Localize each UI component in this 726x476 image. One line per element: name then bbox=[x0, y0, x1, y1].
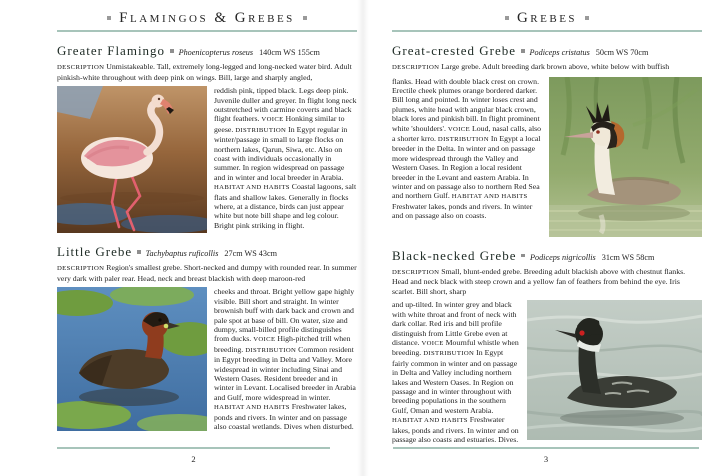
species-heading bbox=[392, 43, 702, 59]
scientific-name: Phoenicopterus roseus bbox=[178, 48, 254, 57]
square-bullet-icon bbox=[137, 250, 141, 254]
entry-great-crested-grebe bbox=[392, 43, 702, 237]
great-crested-grebe-photo bbox=[549, 77, 702, 237]
entry-row bbox=[392, 300, 702, 444]
right-page-title: Grebes bbox=[516, 9, 578, 26]
description-intro: DESCRIPTION Region's smallest grebe. Short-necked and dumpy with rounded rear. In summer very dark with paler rear. Head, neck and breast blackish with deep maroon-red bbox=[57, 263, 357, 283]
description-body: flanks. Head with double black crest on crown. Erectile cheek plumes orange bordered darker. Bill long and pointed. In winter loses crest and plumes, white head with angular black crown, black lores and pinkish bill. In flight prominent white 'shoulders'. VOICE Loud, nasal calls, also a shorter krro. DISTRIBUTION In Egypt a local breeder in the Delta. In winter and on passage more widespread through the Valley and Western Oases. In Region a local resident breeder in the Levant and eastern Arabia. In winter and on passage also to northern Red Sea and northern Gulf. HABITAT AND HABITS Freshwater lakes, ponds and rivers. In winter and on passage also on coasts. bbox=[392, 76, 542, 221]
square-bullet-icon bbox=[585, 16, 589, 20]
black-necked-grebe-photo bbox=[527, 300, 702, 440]
species-name: Great-crested Grebe bbox=[392, 43, 517, 58]
right-page-footer bbox=[393, 444, 699, 464]
description-intro: DESCRIPTION Small, blunt-ended grebe. Breeding adult blackish above with chestnut flanks. Head and neck black with steep crown and a yellow fan of feathers from behind the eye. Iris scarlet. Bill short, sharp bbox=[392, 266, 686, 296]
size-text: 31cm WS 58cm bbox=[601, 252, 655, 262]
right-page bbox=[363, 0, 726, 476]
greater-flamingo-photo bbox=[57, 86, 207, 233]
species-name: Greater Flamingo bbox=[57, 43, 166, 58]
entry-row bbox=[392, 77, 702, 237]
square-bullet-icon bbox=[107, 16, 111, 20]
left-page-header bbox=[57, 9, 357, 27]
header-rule bbox=[57, 30, 357, 32]
entry-black-necked-grebe bbox=[392, 248, 702, 445]
scientific-name: Podiceps cristatus bbox=[529, 48, 590, 57]
square-bullet-icon bbox=[170, 49, 174, 53]
page-number: 2 bbox=[191, 454, 196, 464]
description-body: reddish pink, tipped black. Legs deep pink. Juvenile duller and greyer. In flight long neck outstretched with carmine coverts and black flight feathers. VOICE Honking similar to geese. DISTRIBUTION In Egypt regular in winter/passage in small to large flocks on northern lakes, Qarun, Siwa, etc. Also on coast with individuals occasionally in summer. In region widespread on passage and in winter and local breeder in Arabia. HABITAT AND HABITS Coastal lagoons, salt flats and shallow lakes. Generally in flocks where, at a distance, birds can just appear white but note bill shape and leg colour. Bright pink striking in flight. bbox=[214, 86, 357, 230]
species-name: Little Grebe bbox=[57, 244, 133, 260]
scientific-name: Tachybaptus ruficollis bbox=[145, 249, 219, 259]
footer-rule bbox=[393, 447, 699, 449]
square-bullet-icon bbox=[303, 16, 307, 20]
species-heading bbox=[57, 244, 357, 260]
species-heading bbox=[57, 43, 357, 59]
scientific-name: Podiceps nigricollis bbox=[529, 252, 596, 262]
header-rule bbox=[392, 30, 702, 32]
left-page-footer bbox=[57, 444, 330, 464]
description-body: cheeks and throat. Bright yellow gape highly visible. Bill short and straight. In winter brownish buff with dark back and crown and pale spot at base of bill. On water, size and dumpy, small-billed profile distinguishes from ducks. VOICE High-pitched trill when breeding. DISTRIBUTION Common resident in Egypt breeding in Delta and Valley. More widespread in winter including Sinai and Western Oases. Resident breeder and in winter in Levant. Localised breeder in Arabia and Gulf, more widespread in winter. HABITAT AND HABITS Freshwater lakes, ponds and rivers. In winter and on passage also coastal wetlands. Dives when disturbed. bbox=[214, 287, 356, 432]
entry-little-grebe bbox=[57, 244, 357, 431]
square-bullet-icon bbox=[521, 254, 525, 258]
size-text: 50cm WS 70cm bbox=[595, 48, 649, 57]
description-body: and up-tilted. In winter grey and black with white throat and front of neck with dark collar. Red iris and bill profile distinguish from Little Grebe even at distance. VOICE Mournful whistle when breeding. DISTRIBUTION In Egypt fairly common in winter and on passage in Delta and Valley including northern lakes and Western Oases. In Region on passage and in winter throughout with breeding populations in the southern Gulf, Oman and western Arabia. HABITAT AND HABITS Freshwater lakes, ponds and rivers. In winter and on passage also coasts and estuaries. Dives. bbox=[392, 300, 519, 445]
page-number: 3 bbox=[543, 454, 549, 464]
size-text: 27cm WS 43cm bbox=[224, 249, 277, 259]
description-intro: DESCRIPTION Large grebe. Adult breeding dark brown above, white below with buffish bbox=[392, 62, 670, 71]
species-name: Black-necked Grebe bbox=[392, 247, 517, 263]
footer-rule bbox=[57, 447, 330, 449]
species-heading bbox=[392, 248, 702, 264]
left-page-title: Flamingos & Grebes bbox=[119, 9, 295, 26]
entry-greater-flamingo bbox=[57, 43, 357, 233]
entry-row bbox=[57, 86, 357, 233]
size-text: 140cm WS 155cm bbox=[259, 48, 320, 57]
description-intro: DESCRIPTION Unmistakeable. Tall, extremely long-legged and long-necked water bird. Adult pinkish-white throughout with deep pink on wings. Bill, large and sharply angled, bbox=[57, 62, 352, 82]
square-bullet-icon bbox=[521, 49, 525, 53]
square-bullet-icon bbox=[505, 16, 509, 20]
right-page-header bbox=[392, 9, 702, 27]
little-grebe-photo bbox=[57, 287, 207, 431]
entry-row bbox=[57, 287, 357, 431]
